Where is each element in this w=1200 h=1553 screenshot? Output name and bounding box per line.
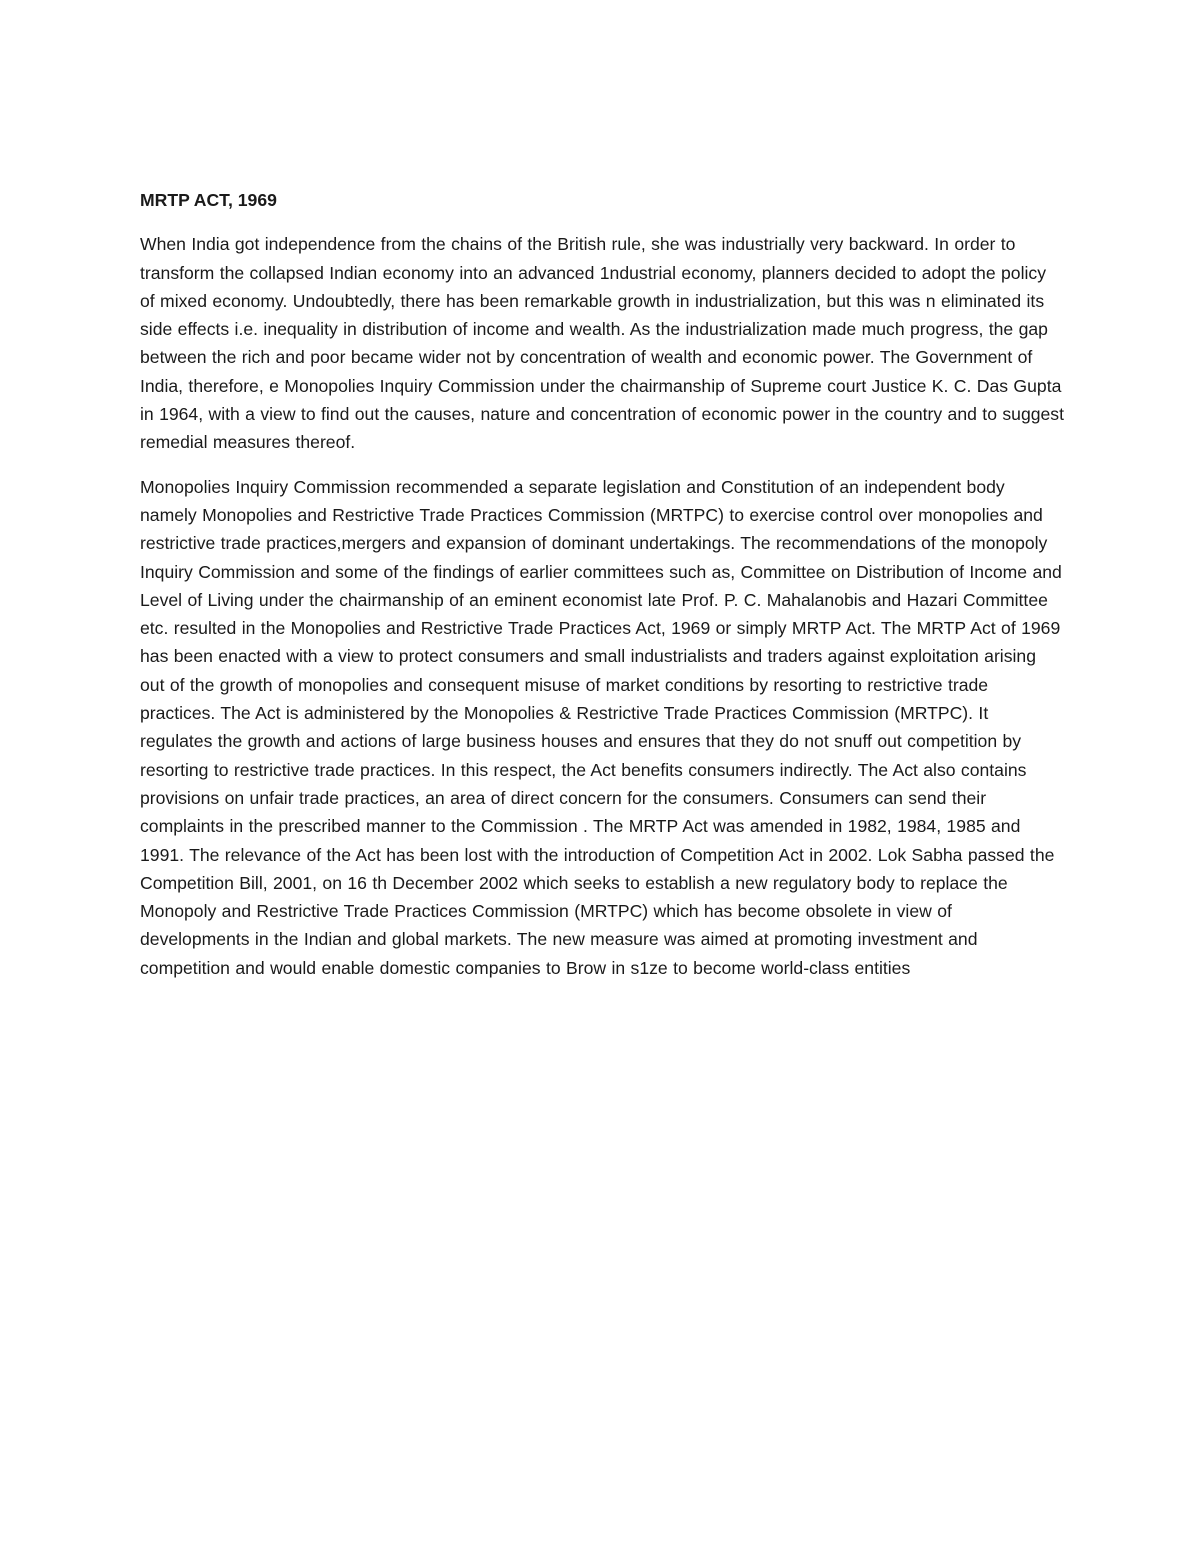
paragraph-independence: When India got independence from the chains of the British rule, she was industrially very backward. In order to transform the collapsed Indian economy into an advanced 1ndustrial economy, planners decided to adopt the policy of mixed economy. Undoubtedly, there has been remarkable growth in industrialization, but this was n eliminated its side effects i.e. inequality in distribution of income and wealth. As the industrialization made much progress, the gap between the rich and poor became wider not by concentration of wealth and economic power. The Government of India, therefore, e Monopolies Inquiry Commission under the chairmanship of Supreme court Justice K. C. Das Gupta in 1964, with a view to find out the causes, nature and concentration of economic power in the country and to suggest remedial measures thereof. (140, 234, 1064, 453)
paragraph-monopolies-commission: Monopolies Inquiry Commission recommended a separate legislation and Constitution of an independent body namely Monopolies and Restrictive Trade Practices Commission (MRTPC) to exercise control over monopolies and restrictive trade practices,mergers and expansion of dominant undertakings. The recommendations of the monopoly Inquiry Commission and some of the findings of earlier committees such as, Committee on Distribution of Income and Level of Living under the chairmanship of an eminent economist late Prof. P. C. Mahalanobis and Hazari Committee etc. resulted in the Monopolies and Restrictive Trade Practices Act, 1969 or simply MRTP Act. The MRTP Act of 1969 has been enacted with a view to protect consumers and small industrialists and traders against exploitation arising out of the growth of monopolies and consequent misuse of market conditions by resorting to restrictive trade practices. The Act is administered by the Monopolies & Restrictive Trade Practices Commission (MRTPC). It regulates the growth and actions of large business houses and ensures that they do not snuff out competition by resorting to restrictive trade practices. In this respect, the Act benefits consumers indirectly. The Act also contains provisions on unfair trade practices, an area of direct concern for the consumers. Consumers can send their complaints in the prescribed manner to the Commission . The MRTP Act was amended in 1982, 1984, 1985 and 1991. The relevance of the Act has been lost with the introduction of Competition Act in 2002. Lok Sabha passed the Competition Bill, 2001, on 16 th December 2002 which seeks to establish a new regulatory body to replace the Monopoly and Restrictive Trade Practices Commission (MRTPC) which has become obsolete in view of developments in the Indian and global markets. The new measure was aimed at promoting investment and competition and would enable domestic companies to Brow in s1ze to become world-class entities (140, 476, 1062, 978)
document-title: MRTP ACT, 1969 (140, 190, 277, 210)
document-body (140, 186, 1065, 998)
